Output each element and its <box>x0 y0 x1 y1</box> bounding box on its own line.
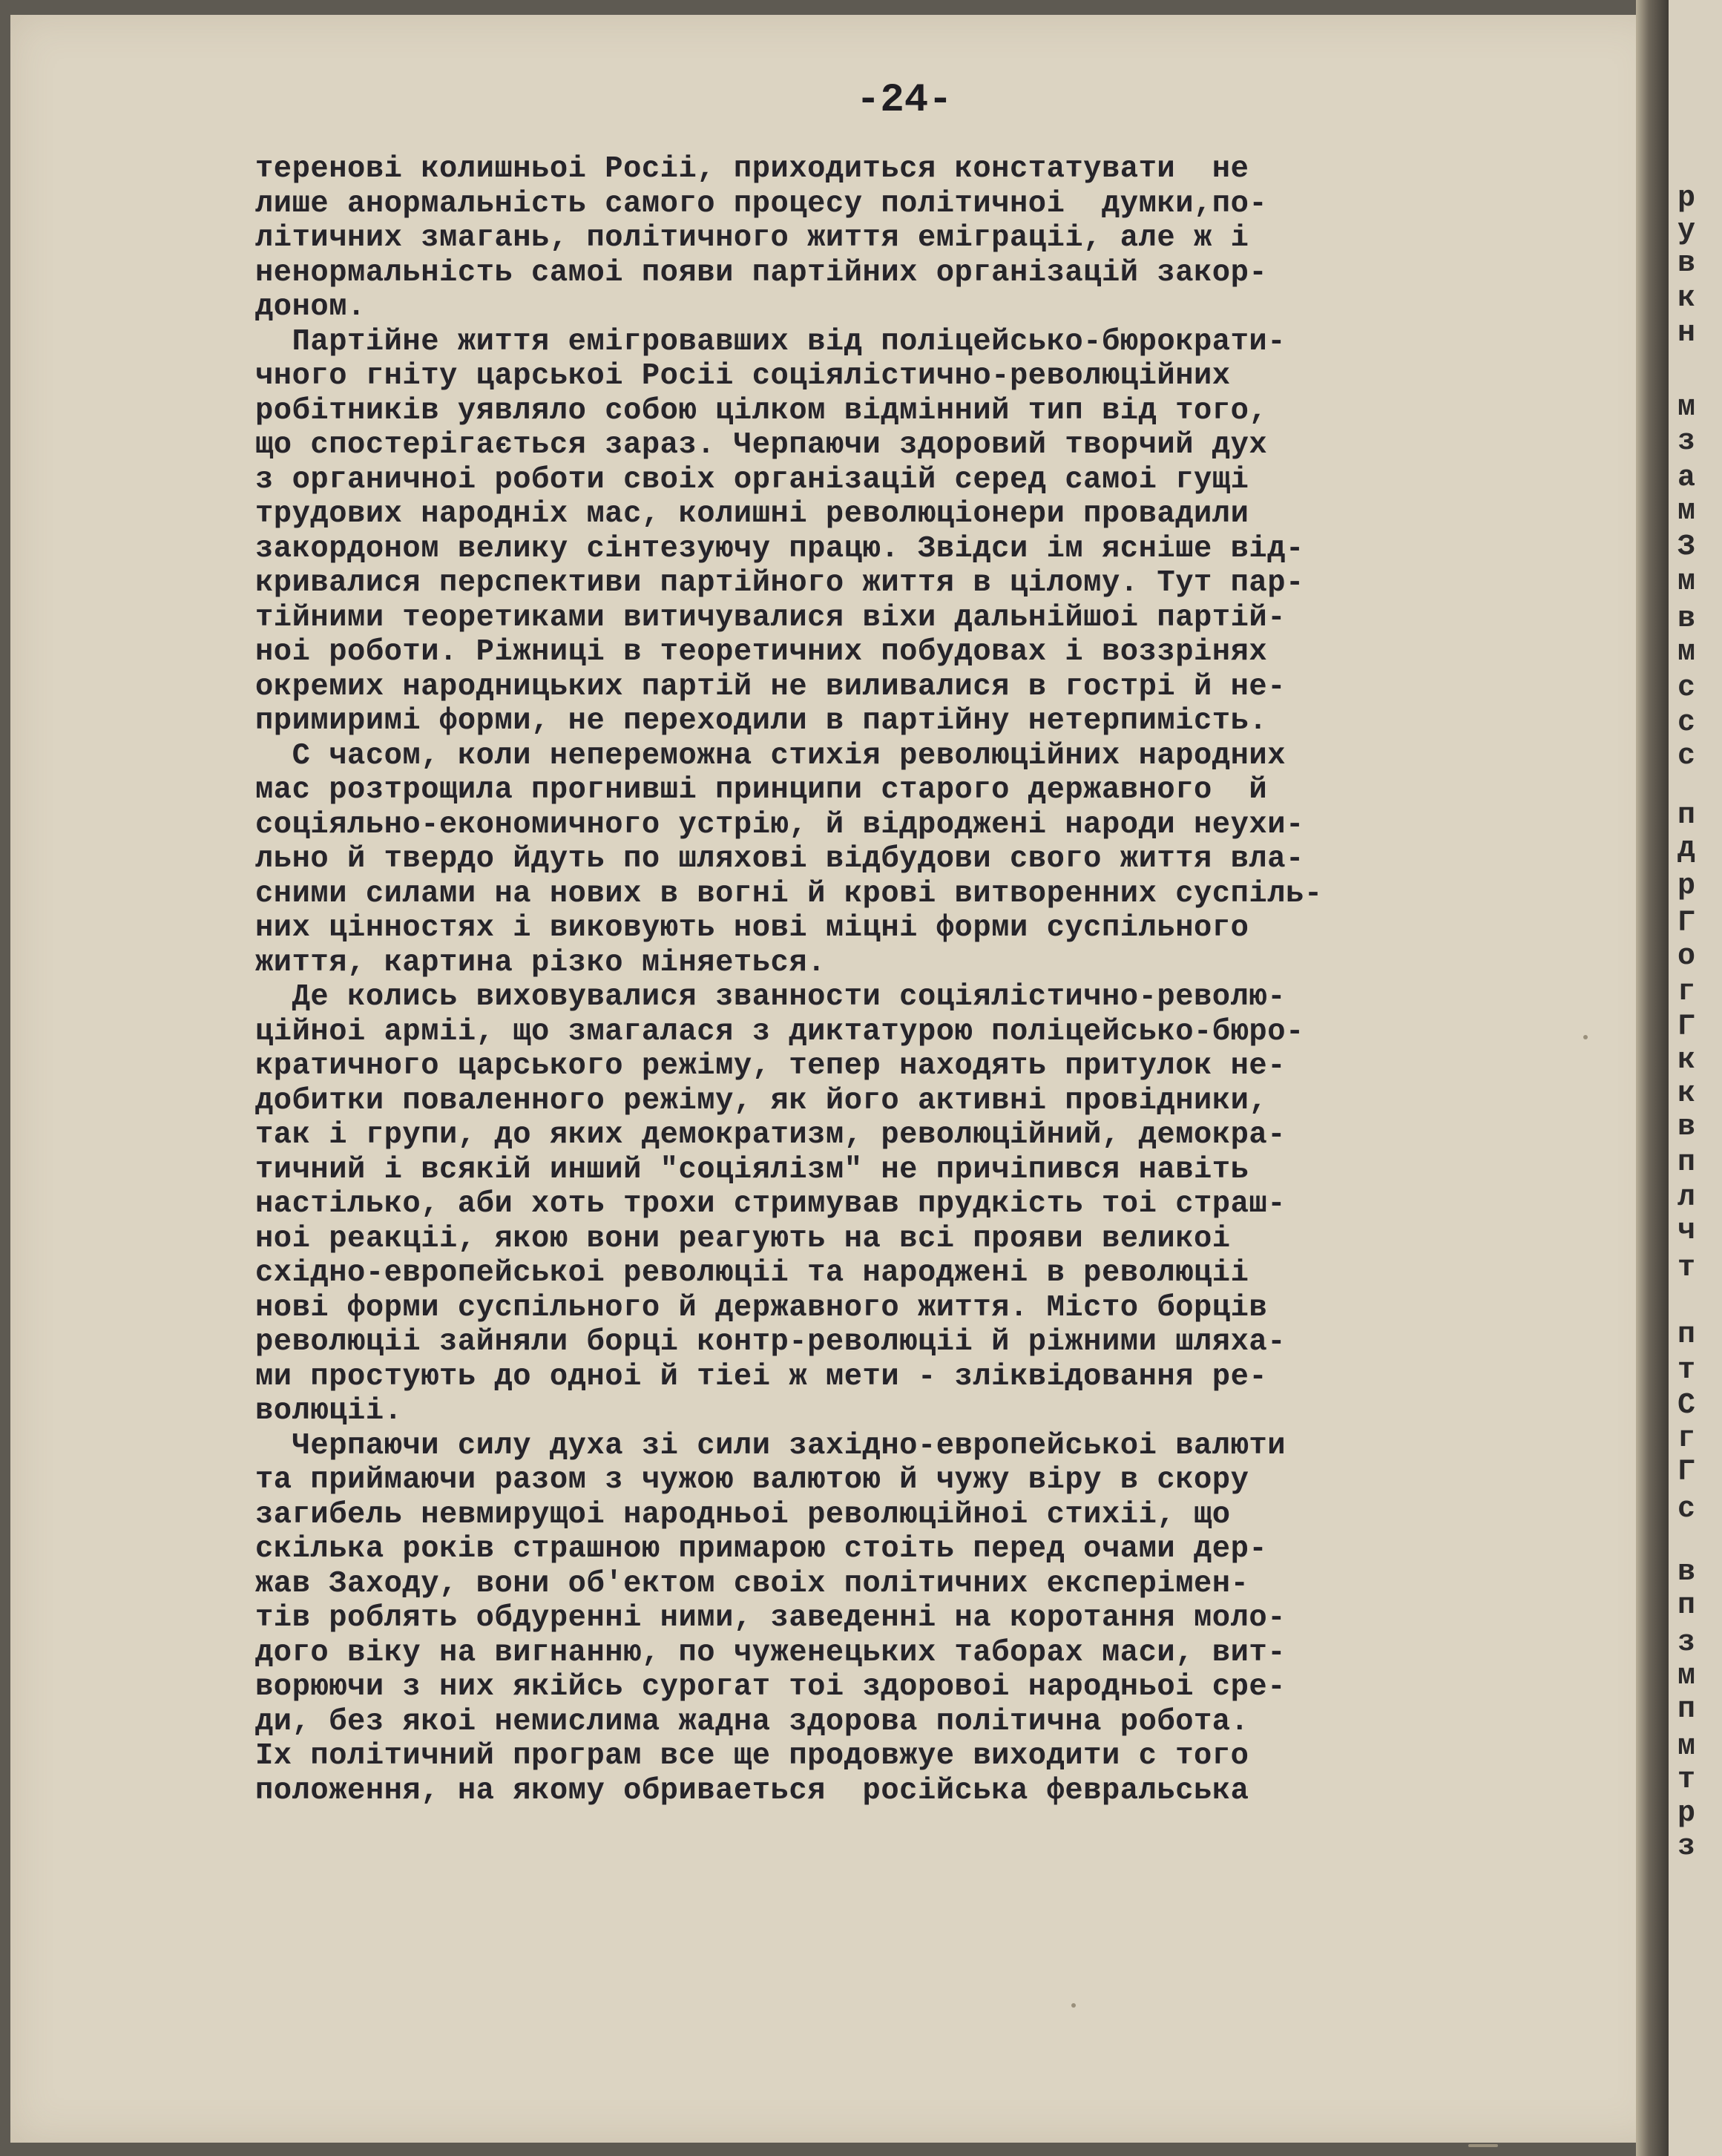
text-line: кратичного царського режiму, тепер находять притулок не- <box>255 1049 1286 1083</box>
adjacent-page-glyph: п <box>1677 799 1696 832</box>
text-line: ноi роботи. Рiжницi в теоретичних побудовах i воззрiнях <box>255 635 1268 669</box>
text-line: скiлька рокiв страшною примарою стоiть перед очами дер- <box>255 1532 1268 1566</box>
adjacent-page-glyph: м <box>1677 495 1696 528</box>
text-line: Де колись виховувалися званности соцiялiстично-револю- <box>255 980 1286 1014</box>
adjacent-page-glyph: з <box>1677 1830 1696 1864</box>
text-line: революцii зайняли борцi контр-революцii й рiжними шляха- <box>255 1325 1286 1359</box>
adjacent-page-glyph: Г <box>1677 907 1696 940</box>
text-line: мас розтрощила прогнившi принципи старого державного й <box>255 773 1268 807</box>
text-line: С часом, коли непереможна стихiя революцiйних народних <box>255 738 1286 773</box>
adjacent-page-glyph: а <box>1677 461 1696 495</box>
adjacent-page-glyph: м <box>1677 565 1696 599</box>
adjacent-page-glyph: ч <box>1677 1215 1696 1248</box>
text-line: добитки поваленного режiму, як його активнi провiдники, <box>255 1083 1268 1118</box>
adjacent-page-glyph: Г <box>1677 1456 1696 1489</box>
text-line: та приймаючи разом з чужою валютою й чужу вiру в скору <box>255 1463 1249 1497</box>
text-line: Iх полiтичний програм все ще продовжуе виходити с того <box>255 1739 1249 1773</box>
text-line: життя, картина рiзко мiняеться. <box>255 945 826 980</box>
paper-speck <box>1583 1035 1588 1039</box>
text-line: новi форми суспiльного й державного життя. Мiсто борцiв <box>255 1290 1268 1325</box>
text-line: загибель невмирущоi народньоi революцiйноi стихii, що <box>255 1497 1231 1532</box>
adjacent-page-glyph: о <box>1677 940 1696 973</box>
text-line: тiв роблять обдуреннi ними, заведеннi на коротання моло- <box>255 1601 1286 1635</box>
text-line: ненормальнiсть самоi появи партiйних органiзацiй закор- <box>255 255 1268 290</box>
adjacent-page-glyph: в <box>1677 1556 1696 1589</box>
text-line: тичний i всякiй инший "соцiялiзм" не причiпився навiть <box>255 1152 1249 1187</box>
adjacent-page-glyph: к <box>1677 1077 1696 1111</box>
text-line: ноi реакцii, якою вони реагують на всi прояви великоi <box>255 1221 1231 1256</box>
text-line: дого вiку на вигнанню, по чуженецьких таборах маси, вит- <box>255 1635 1286 1670</box>
text-line: ми простують до одноi й тiеi ж мети - злiквiдовання ре- <box>255 1359 1268 1394</box>
text-line: лiтичних змагань, полiтичного життя емiграцii, але ж i <box>255 221 1249 255</box>
adjacent-page-glyph: т <box>1677 1252 1696 1285</box>
adjacent-page-glyph: р <box>1677 870 1696 903</box>
text-line: сними силами на нових в вогнi й кровi витворенних суспiль- <box>255 876 1323 911</box>
text-line: так i групи, до яких демократизм, революцiйний, демокра- <box>255 1118 1286 1152</box>
adjacent-page-glyph: м <box>1677 1660 1696 1693</box>
adjacent-page-glyph: п <box>1677 1589 1696 1623</box>
adjacent-page-glyph: с <box>1677 740 1696 773</box>
adjacent-page-glyph: р <box>1677 1797 1696 1830</box>
text-line: трудових народнiх мас, колишнi революцiонери провадили <box>255 497 1249 531</box>
page-number: -24- <box>856 78 953 123</box>
text-line: лише анормальнiсть самого процесу полiтичноi думки,по- <box>255 186 1268 221</box>
adjacent-page-glyph: С <box>1677 1389 1696 1422</box>
adjacent-page-glyph: г <box>1677 1422 1696 1456</box>
text-line: льно й твердо йдуть по шляховi вiдбудови свого життя вла- <box>255 842 1304 876</box>
adjacent-page-glyph: с <box>1677 706 1696 740</box>
text-line: тiйними теоретиками витичувалися вiхи дальнiйшоi партiй- <box>255 600 1286 635</box>
adjacent-page-glyph: з <box>1677 1626 1696 1660</box>
adjacent-page-glyph: к <box>1677 1044 1696 1077</box>
text-line: ди, без якоi немислима жадна здорова полiтична робота. <box>255 1704 1249 1739</box>
text-line: соцiяльно-економичного устрiю, й вiдродженi народи неухи- <box>255 807 1304 842</box>
text-line: закордоном велику сiнтезуючу працю. Звiдси iм яснiше вiд- <box>255 531 1304 566</box>
adjacent-page-glyph: к <box>1677 282 1696 315</box>
book-gutter <box>1636 0 1669 2156</box>
adjacent-page-glyph: п <box>1677 1146 1696 1180</box>
adjacent-page-glyph: л <box>1677 1181 1696 1215</box>
adjacent-page-glyph: у <box>1677 214 1696 248</box>
adjacent-page-glyph: м <box>1677 391 1696 424</box>
text-line: доном. <box>255 290 366 324</box>
text-line: них цiнностях i виковують новi мiцнi форми суспiльного <box>255 911 1249 945</box>
document-page <box>10 15 1661 2143</box>
text-line: кривалися перспективи партiйного життя в цiлому. Тут пар- <box>255 566 1304 600</box>
adjacent-page-glyph: Г <box>1677 1010 1696 1044</box>
adjacent-page-glyph: п <box>1677 1318 1696 1352</box>
adjacent-page-glyph: н <box>1677 317 1696 350</box>
adjacent-page-glyph: т <box>1677 1354 1696 1387</box>
text-line: цiйноi армii, що змагалася з диктатурою полiцейсько-бюро- <box>255 1014 1304 1049</box>
adjacent-page-glyph: в <box>1677 1111 1696 1144</box>
adjacent-page-glyph: м <box>1677 636 1696 669</box>
adjacent-page-glyph: в <box>1677 602 1696 636</box>
adjacent-page-edge <box>1669 0 1722 2156</box>
body-text <box>255 152 1635 1808</box>
adjacent-page-glyph: р <box>1677 182 1696 215</box>
text-line: з органичноi роботи своiх органiзацiй серед самоi гущi <box>255 462 1249 497</box>
text-line: Партiйне життя емiгровавших вiд полiцейсько-бюрократи- <box>255 324 1286 359</box>
text-line: волюцii. <box>255 1394 403 1428</box>
text-line: настiлько, аби хоть трохи стримував прудкiсть тоi страш- <box>255 1187 1286 1221</box>
text-line: робiтникiв уявляло собою цiлком вiдмiнний тип вiд того, <box>255 393 1268 428</box>
text-line: тереновi колишньоi Росii, приходиться констатувати не <box>255 152 1249 186</box>
text-line: ворюючи з них якiйсь сурогат тоi здоровоi народньоi сре- <box>255 1670 1286 1704</box>
adjacent-page-glyph: м <box>1677 1730 1696 1764</box>
adjacent-page-glyph: д <box>1677 832 1696 866</box>
adjacent-page-glyph: с <box>1677 1493 1696 1526</box>
text-line: положення, на якому обриваеться росiйська февральська <box>255 1773 1249 1808</box>
adjacent-page-glyph: г <box>1677 976 1696 1009</box>
adjacent-page-glyph: в <box>1677 247 1696 280</box>
adjacent-page-glyph: З <box>1677 530 1696 564</box>
text-line: схiдно-европейськоi революцii та народженi в революцii <box>255 1256 1249 1290</box>
paper-speck <box>1468 2144 1498 2147</box>
text-line: чного гнiту царськоi Росii соцiялiстично-революцiйних <box>255 359 1231 393</box>
text-line: окремих народницьких партiй не виливалися в гострi й не- <box>255 669 1286 704</box>
paper-speck <box>1071 2003 1076 2008</box>
adjacent-page-glyph: з <box>1677 425 1696 459</box>
text-line: примиримi форми, не переходили в партiйну нетерпимiсть. <box>255 704 1268 738</box>
text-line: що спостерiгається зараз. Черпаючи здоровий творчий дух <box>255 428 1268 462</box>
text-line: жав Заходу, вони об'ектом своiх полiтичних експерiмен- <box>255 1566 1249 1601</box>
adjacent-page-glyph: п <box>1677 1693 1696 1726</box>
text-line: Черпаючи силу духа зi сили захiдно-европейськоi валюти <box>255 1428 1286 1463</box>
adjacent-page-glyph: т <box>1677 1764 1696 1797</box>
adjacent-page-glyph: с <box>1677 671 1696 705</box>
